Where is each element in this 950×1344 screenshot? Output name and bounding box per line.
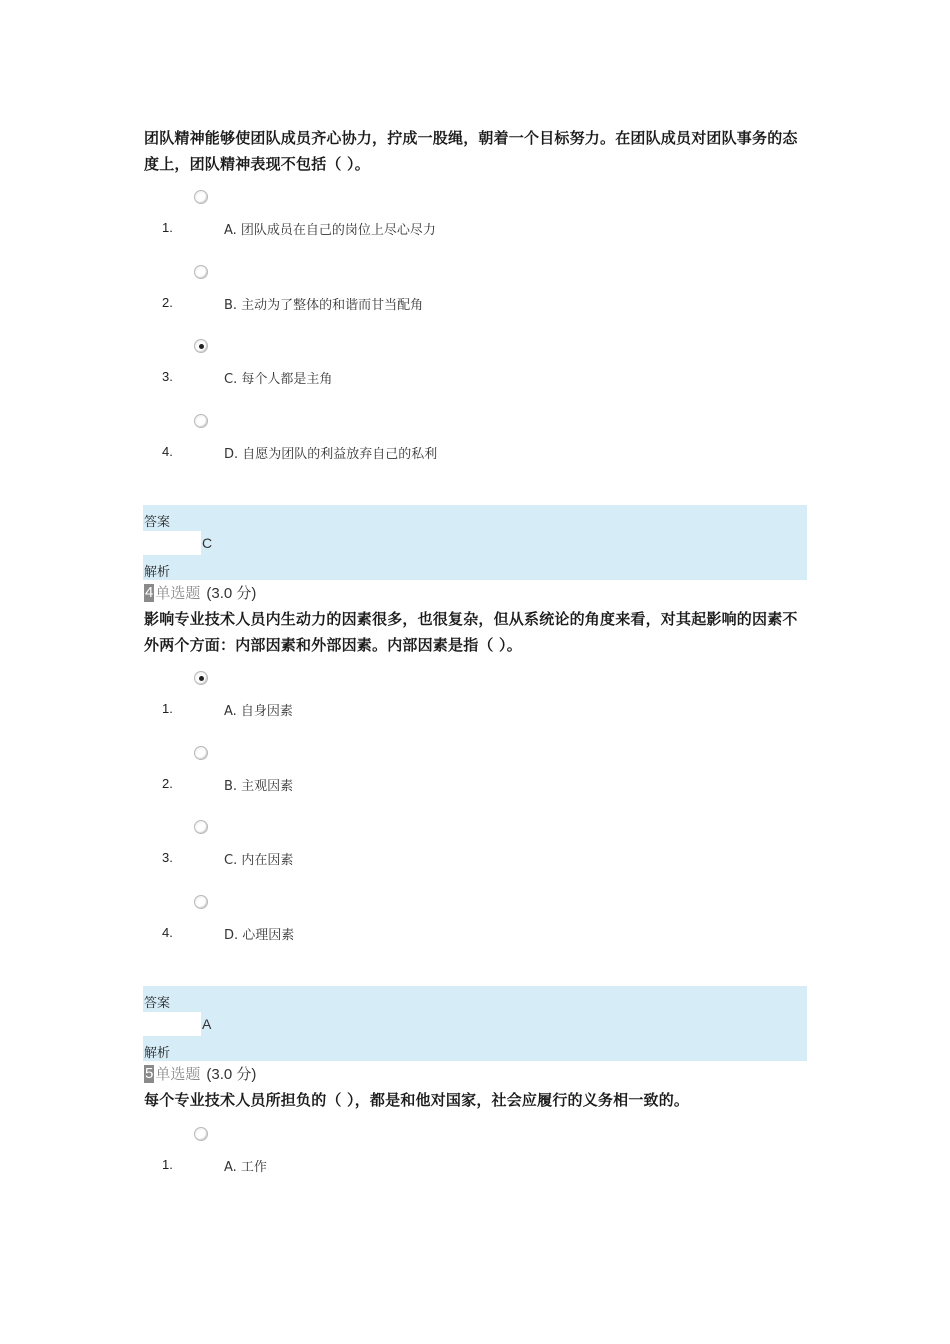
option-label-d[interactable]: D. 自愿为团队的利益放弃自己的私利 — [224, 447, 438, 462]
option-label-d[interactable]: D. 心理因素 — [224, 928, 295, 943]
option-number: 1. — [162, 701, 173, 716]
answer-panel — [143, 986, 807, 1061]
option-label-c[interactable]: C. 内在因素 — [224, 853, 294, 868]
option-label-b[interactable]: B. 主观因素 — [224, 779, 294, 794]
question-number: 5 — [145, 1065, 154, 1082]
question-header — [144, 583, 256, 604]
option-label-c[interactable]: C. 每个人都是主角 — [224, 372, 333, 387]
option-label-a[interactable]: A. 工作 — [224, 1160, 267, 1175]
option-radio-b[interactable] — [194, 265, 208, 279]
radio-selected-dot — [199, 676, 204, 681]
explanation-label: 解析 — [144, 1046, 171, 1061]
option-number: 3. — [162, 850, 173, 865]
question-score: (3.0 分) — [206, 1066, 257, 1083]
question-number: 4 — [145, 584, 154, 601]
answer-value: A — [202, 1016, 212, 1032]
question-text: 每个专业技术人员所担负的（ ），都是和他对国家，社会应履行的义务相一致的。 — [144, 1091, 690, 1109]
option-number: 3. — [162, 369, 173, 384]
option-number: 2. — [162, 776, 173, 791]
option-number: 1. — [162, 220, 173, 235]
answer-panel — [143, 505, 807, 580]
option-radio-c-selected[interactable] — [194, 339, 208, 353]
option-radio-d[interactable] — [194, 895, 208, 909]
question-text: 影响专业技术人员内生动力的因素很多，也很复杂，但从系统论的角度来看，对其起影响的因素不外两个方面：内部因素和外部因素。内部因素是指（ ）。 — [144, 610, 798, 654]
question-type: 单选题 — [155, 584, 201, 602]
option-radio-b[interactable] — [194, 746, 208, 760]
answer-label: 答案 — [144, 515, 171, 530]
option-radio-d[interactable] — [194, 414, 208, 428]
option-radio-a[interactable] — [194, 190, 208, 204]
question-type: 单选题 — [155, 1065, 201, 1083]
answer-value-cell — [143, 531, 201, 555]
option-radio-a-selected[interactable] — [194, 671, 208, 685]
answer-label: 答案 — [144, 996, 171, 1011]
option-number: 2. — [162, 295, 173, 310]
question-score: (3.0 分) — [206, 585, 257, 602]
option-number: 1. — [162, 1157, 173, 1172]
option-number: 4. — [162, 925, 173, 940]
answer-value: C — [202, 535, 213, 551]
answer-value-cell — [143, 1012, 201, 1036]
option-label-a[interactable]: A. 自身因素 — [224, 704, 293, 719]
radio-selected-dot — [199, 344, 204, 349]
option-label-a[interactable]: A. 团队成员在自己的岗位上尽心尽力 — [224, 223, 436, 238]
option-radio-c[interactable] — [194, 820, 208, 834]
question-text: 团队精神能够使团队成员齐心协力，拧成一股绳，朝着一个目标努力。在团队成员对团队事务的态度上，团队精神表现不包括（ ）。 — [144, 129, 798, 173]
question-header — [144, 1064, 256, 1085]
explanation-label: 解析 — [144, 565, 171, 580]
option-label-b[interactable]: B. 主动为了整体的和谐而甘当配角 — [224, 298, 424, 313]
option-number: 4. — [162, 444, 173, 459]
option-radio-a[interactable] — [194, 1127, 208, 1141]
